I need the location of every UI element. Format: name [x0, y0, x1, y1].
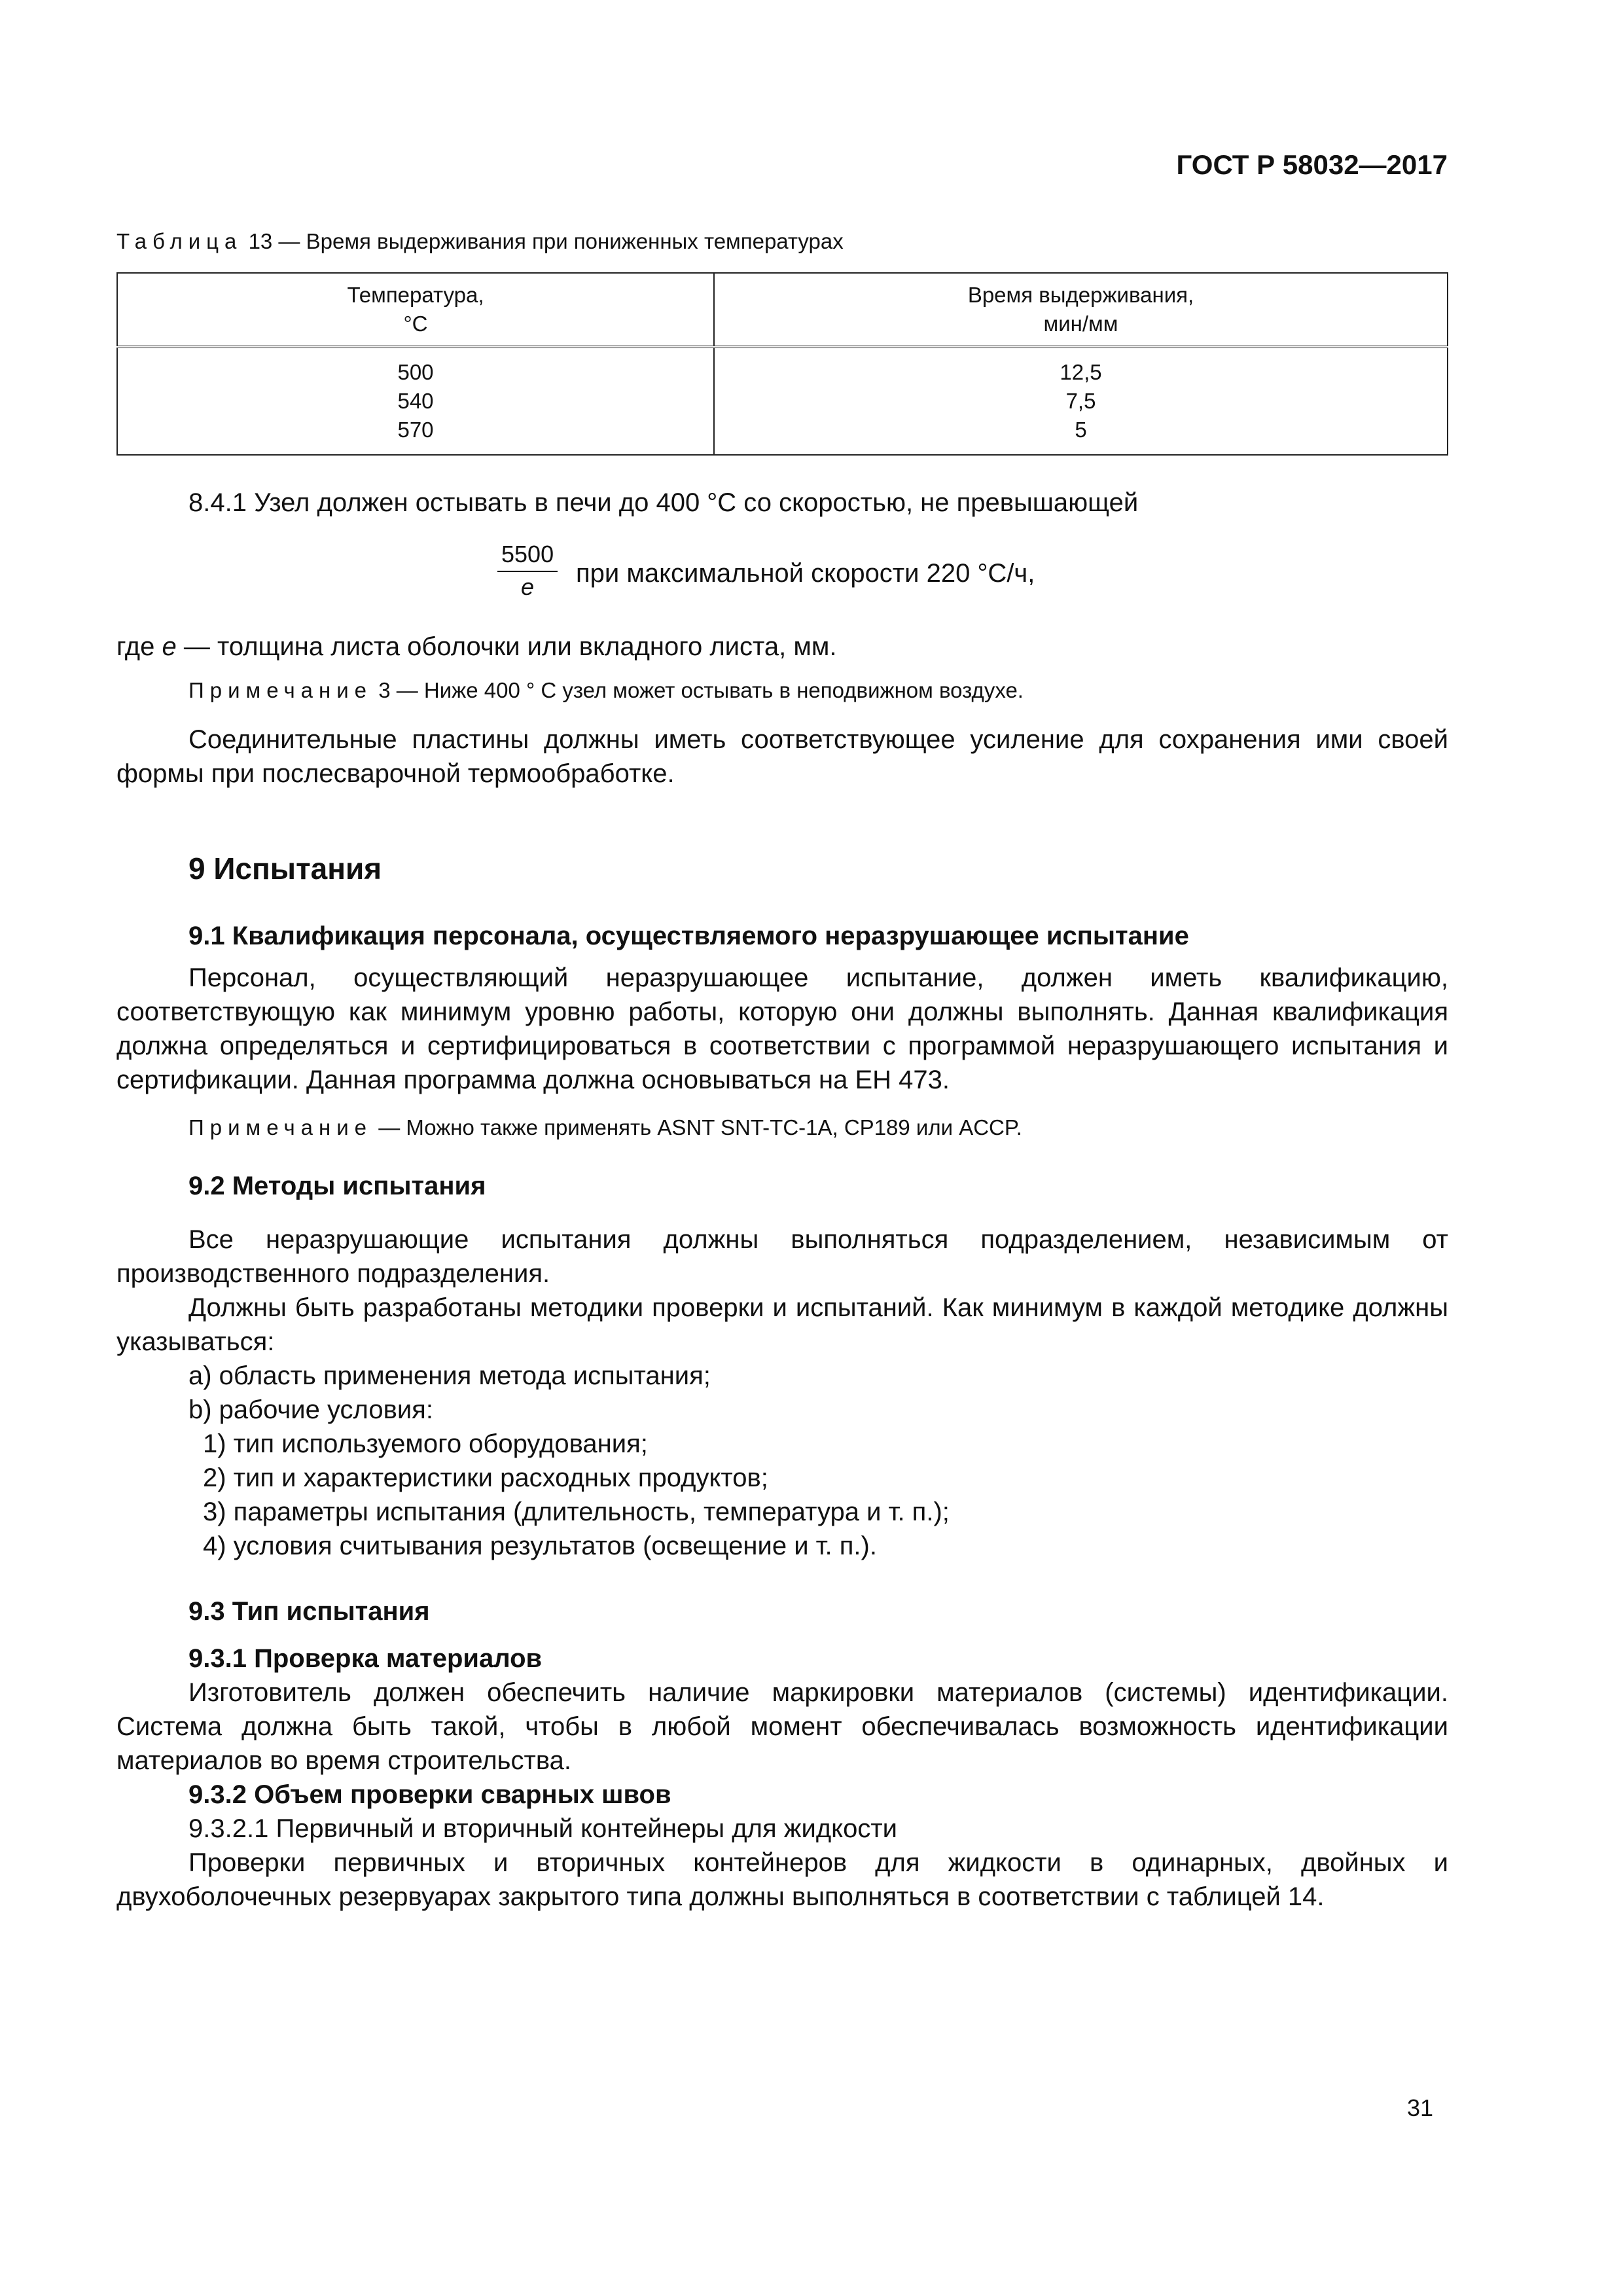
table-header-row [117, 273, 1448, 347]
paragraph-connection-plates: Соединительные пластины должны иметь соответствующее усиление для сохранения ими своей формы при послесварочной термообработке. [116, 725, 1448, 788]
paragraph-9-1: Персонал, осуществляющий неразрушающее испытание, должен иметь квалификацию, соответствующую как минимум уровню работы, которую они должны выполнять. Данная квалификация должна определяться и сертифицироваться в соответствии с программой неразрушающего испытания и сертификации. Данная программа должна основываться на ЕН 473. [116, 963, 1448, 1094]
table-cell-temperatures: 500 540 570 [117, 347, 714, 455]
list-item: 1) тип используемого оборудования; [203, 1429, 648, 1458]
heading-9-3-1: 9.3.1 Проверка материалов [188, 1644, 543, 1673]
paragraph-9-2-a: Все неразрушающие испытания должны выполняться подразделением, независимым от производственного подразделения. [116, 1225, 1448, 1288]
list-item: a) область применения метода испытания; [188, 1361, 711, 1390]
heading-9-2: 9.2 Методы испытания [188, 1172, 486, 1200]
formula-text: при максимальной скорости 220 °С/ч, [576, 559, 1035, 588]
heading-9-3: 9.3 Тип испытания [188, 1597, 430, 1626]
note-3: Примечание 3 — Ниже 400 ° С узел может остывать в неподвижном воздухе. [188, 678, 1024, 702]
heading-9-1: 9.1 Квалификация персонала, осуществляемого неразрушающее испытание [188, 922, 1189, 950]
table-header-time: Время выдерживания, мин/мм [714, 273, 1448, 347]
list-item: 2) тип и характеристики расходных продуктов; [203, 1463, 768, 1492]
list-item: b) рабочие условия: [188, 1395, 433, 1424]
standard-header: ГОСТ Р 58032—2017 [1176, 149, 1448, 180]
table-header-temperature: Температура, °С [117, 273, 714, 347]
table-caption-text: 13 — Время выдерживания при пониженных температурах [248, 229, 844, 253]
fraction-numerator: 5500 [497, 541, 558, 572]
heading-9-3-2: 9.3.2 Объем проверки сварных швов [188, 1780, 671, 1809]
page-number: 31 [1406, 2094, 1433, 2121]
paragraph-9-3-2-1: Проверки первичных и вторичных контейнеров для жидкости в одинарных, двойных и двухоболочечных резервуарах закрытого типа должны выполняться в соответствии с таблицей 14. [116, 1848, 1448, 1911]
formula-definition: где е — толщина листа оболочки или вкладного листа, мм. [116, 632, 837, 661]
list-item: 4) условия считывания результатов (освещение и т. п.). [203, 1532, 877, 1560]
section-9-heading: 9 Испытания [188, 852, 382, 886]
table-caption-label: Таблица [116, 229, 243, 253]
heading-9-3-2-1: 9.3.2.1 Первичный и вторичный контейнеры для жидкости [188, 1814, 898, 1843]
table-cell-times: 12,5 7,5 5 [714, 347, 1448, 455]
note-9-1: Примечание — Можно также применять ASNT SNT-TC-1A, CP189 или ACCP. [188, 1115, 1022, 1139]
cooling-rate-fraction [497, 541, 558, 601]
holding-time-table [116, 272, 1448, 456]
list-item: 3) параметры испытания (длительность, температура и т. п.); [203, 1498, 950, 1526]
paragraph-9-2-b: Должны быть разработаны методики проверки и испытаний. Как минимум в каждой методике должны указываться: [116, 1293, 1448, 1356]
table-caption [116, 229, 844, 254]
table-row [117, 347, 1448, 455]
clause-8-4-1: 8.4.1 Узел должен остывать в печи до 400 °С со скоростью, не превышающей [188, 488, 1139, 517]
fraction-denominator: е [521, 573, 535, 600]
paragraph-9-3-1: Изготовитель должен обеспечить наличие маркировки материалов (системы) идентификации. Система должна быть такой, чтобы в любой момент обеспечивалась возможность идентификации материалов во время строительства. [116, 1678, 1448, 1775]
